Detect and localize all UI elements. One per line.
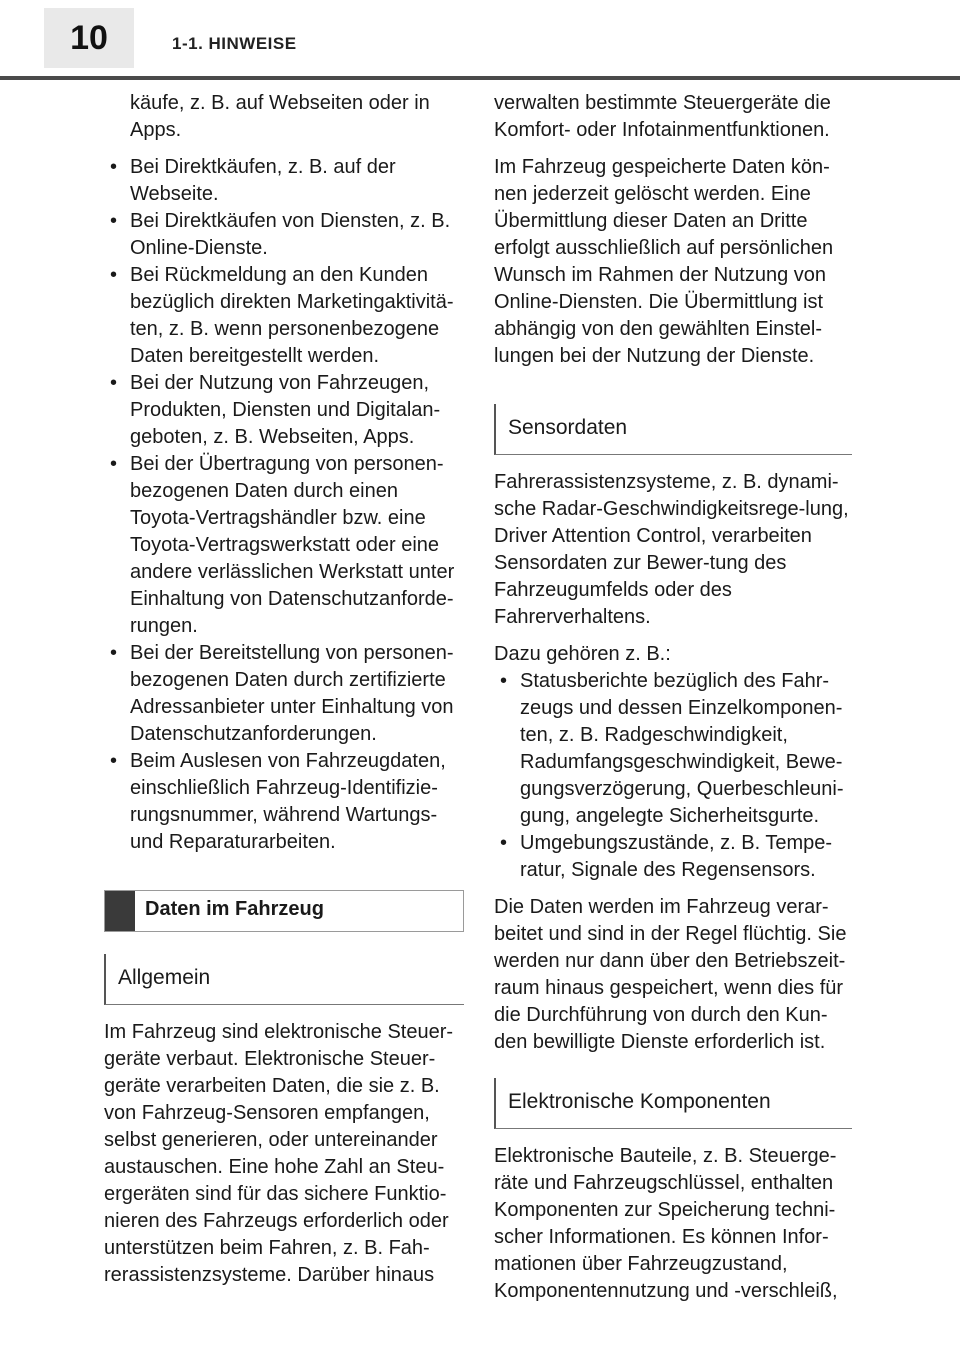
page-header bbox=[0, 0, 960, 80]
paragraph-infotainment: verwalten bestimmte Steuergeräte die Komfort- oder Infotainmentfunktionen. bbox=[494, 92, 831, 141]
list-item: • Bei Rückmeldung an den Kunden bezüglich direkten Marketingaktivitä-ten, z. B. wenn personenbezogene Daten bereitgestellt werden. bbox=[104, 262, 464, 370]
list-item: • Bei der Nutzung von Fahrzeugen, Produkten, Diensten und Digitalan-geboten, z. B. Webseiten, Apps. bbox=[104, 370, 464, 451]
sensor-bullet-list bbox=[494, 668, 852, 884]
header-rule bbox=[0, 76, 960, 80]
heading-text: Daten im Fahrzeug bbox=[145, 898, 324, 920]
subheading-sensordaten bbox=[494, 404, 852, 455]
section-title: 1-1. HINWEISE bbox=[172, 34, 297, 53]
paragraph-components: Elektronische Bauteile, z. B. Steuerge-räte und Fahrzeugschlüssel, enthalten Komponenten zur Speicherung techni-scher Informationen. Es können Infor-mationen über Fahrzeugzustand, Komponentennutzung und -verschleiß, bbox=[494, 1145, 838, 1302]
subheading-allgemein bbox=[104, 954, 464, 1005]
paragraph-processing: Die Daten werden im Fahrzeug verar-beitet und sind in der Regel flüchtig. Sie werden nur dann über den Betriebszeit-raum hinaus gespeichert, wenn dies für die Durchführung von durch den Kun-den bewilligte Dienste erforderlich ist. bbox=[494, 896, 847, 1053]
right-column bbox=[494, 90, 852, 1315]
heading-bar bbox=[105, 891, 135, 931]
list-item: • Umgebungszustände, z. B. Tempe-ratur, Signale des Regensensors. bbox=[494, 830, 852, 884]
paragraph-deletion: Im Fahrzeug gespeicherte Daten kön-nen jederzeit gelöscht werden. Eine Übermittlung dieser Daten an Dritte erfolgt ausschließlich auf persönlichen Wunsch im Rahmen der Nutzung von Online-Diensten. Die Übermittlung ist abhängig von den gewählten Einstel-lungen bei der Nutzung der Dienste. bbox=[494, 156, 834, 367]
list-item: • Bei der Bereitstellung von personen-bezogenen Daten durch zertifizierte Adressanbieter unter Einhaltung von Datenschutzanforderungen. bbox=[104, 640, 464, 748]
left-column bbox=[104, 90, 464, 1299]
list-item: • Statusberichte bezüglich des Fahr-zeugs und dessen Einzelkomponen-ten, z. B. Radgeschwindigkeit, Radumfangsgeschwindigkeit, Bewe-gungsverzögerung, Querbeschleuni-gung, angelegte Sicherheitsgurte. bbox=[494, 668, 852, 830]
paragraph-general: Im Fahrzeug sind elektronische Steuer-geräte verbaut. Elektronische Steuer-geräte verarbeiten Daten, die sie z. B. von Fahrzeug-Sensoren empfangen, selbst generieren, oder untereinander austauschen. Eine hohe Zahl an Steu-ergeräten sind für das sichere Funktio-nieren des Fahrzeugs erforderlich oder unterstützen beim Fahren, z. B. Fah-rerassistenzsysteme. Darüber hinaus bbox=[104, 1021, 454, 1286]
subheading-text: Elektronische Komponenten bbox=[508, 1090, 771, 1113]
purchase-bullet-list bbox=[104, 154, 464, 856]
list-item: • Beim Auslesen von Fahrzeugdaten, einschließlich Fahrzeug-Identifizie-rungsnummer, während Wartungs- und Reparaturarbeiten. bbox=[104, 748, 464, 856]
subheading-text: Allgemein bbox=[118, 966, 211, 989]
heading-daten-im-fahrzeug bbox=[104, 890, 464, 932]
intro-continuation: käufe, z. B. auf Webseiten oder in Apps. bbox=[130, 92, 430, 141]
list-item: • Bei Direktkäufen von Diensten, z. B. Online-Dienste. bbox=[104, 208, 464, 262]
list-item: • Bei der Übertragung von personen-bezogenen Daten durch einen Toyota-Vertragshändler bzw. eine Toyota-Vertragswerkstatt oder eine andere verlässlichen Werkstatt unter Einhaltung von Datenschutzanforde-rungen. bbox=[104, 451, 464, 640]
subheading-text: Sensordaten bbox=[508, 416, 628, 439]
paragraph-sensor: Fahrerassistenzsysteme, z. B. dynami-sche Radar-Geschwindigkeitsrege-lung, Driver Attention Control, verarbeiten Sensordaten zur Bewer-tung des Fahrzeugumfelds oder des Fahrerverhaltens. bbox=[494, 471, 849, 628]
subheading-elektronische-komponenten bbox=[494, 1078, 852, 1129]
page-number: 10 bbox=[44, 8, 134, 68]
list-item: • Bei Direktkäufen, z. B. auf der Webseite. bbox=[104, 154, 464, 208]
paragraph-examples-intro: Dazu gehören z. B.: bbox=[494, 643, 671, 665]
